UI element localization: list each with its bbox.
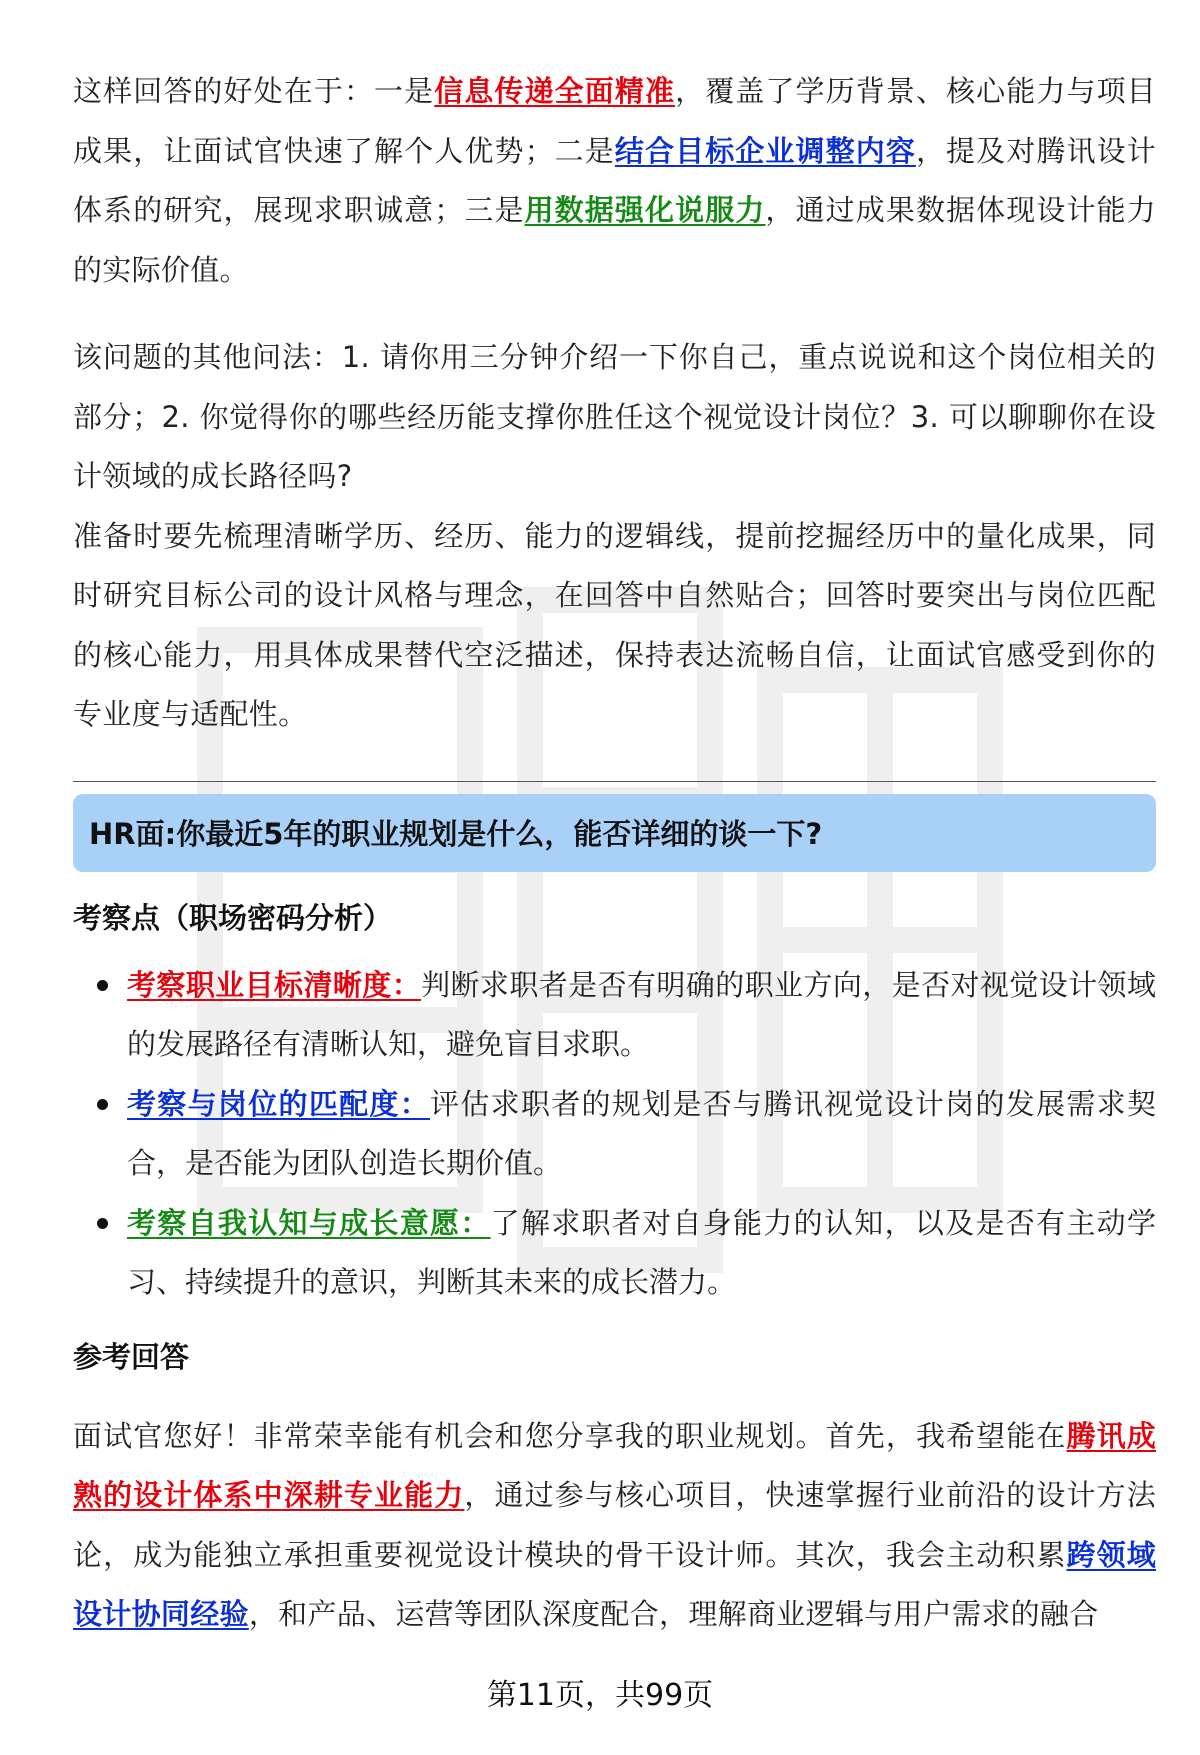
question-title: HR面:你最近5年的职业规划是什么，能否详细的谈一下? [89, 817, 823, 851]
analysis-point [73, 1194, 1156, 1313]
summary-highlight-green: 用数据强化说服力 [524, 193, 766, 227]
answer-text: ，通过参与核心项目，快速掌握行业前沿的设计方法论，成为能独立承担重要视觉设计模块的骨干设计师。其次，我会主动积累 [73, 1478, 1156, 1572]
bullet-icon [97, 980, 108, 991]
answer-highlight-red: 腾讯成熟的设计体系中深耕专业能力 [73, 1418, 1156, 1512]
analysis-point-text: 判断求职者是否有明确的职业方向，是否对视觉设计领域的发展路径有清晰认知，避免盲目求职。 [127, 967, 1156, 1061]
page-number: 第11页，共99页 [486, 1678, 714, 1713]
analysis-heading: 考察点（职场密码分析） [73, 900, 393, 935]
summary-text: ，覆盖了学历背景、核心能力与项目成果，让面试官快速了解个人优势；二是 [73, 74, 1156, 168]
analysis-point [73, 956, 1156, 1075]
document-page [73, 62, 1156, 1645]
alternative-questions-paragraph: 该问题的其他问法：1. 请你用三分钟介绍一下你自己，重点说说和这个岗位相关的部分；2. 你觉得你的哪些经历能支撑你胜任这个视觉设计岗位？3. 可以聊聊你在设计领域的成长路径吗? [73, 340, 1156, 493]
section-divider [73, 781, 1156, 782]
summary-text: ，提及对腾讯设计体系的研究，展现求职诚意；三是 [73, 133, 1156, 227]
analysis-point-text: 了解求职者对自身能力的认知，以及是否有主动学习、持续提升的意识，判断其未来的成长潜力。 [127, 1205, 1156, 1299]
reference-heading: 参考回答 [73, 1339, 190, 1374]
summary-highlight-red: 信息传递全面精准 [434, 74, 676, 108]
answer-text: ，和产品、运营等团队深度配合，理解商业逻辑与用户需求的融合 [248, 1597, 1099, 1631]
analysis-point-label: 考察职业目标清晰度： [127, 967, 422, 1002]
summary-paragraph [73, 62, 1156, 300]
analysis-point [73, 1075, 1156, 1194]
summary-highlight-blue: 结合目标企业调整内容 [614, 133, 916, 168]
analysis-point-label: 考察与岗位的匹配度： [127, 1086, 431, 1121]
analysis-point-text: 评估求职者的规划是否与腾讯视觉设计岗的发展需求契合，是否能为团队创造长期价值。 [127, 1086, 1156, 1180]
answer-text: 面试官您好！非常荣幸能有机会和您分享我的职业规划。首先，我希望能在 [73, 1418, 1067, 1453]
reference-answer-paragraph [73, 1407, 1156, 1645]
summary-text: ，通过成果数据体现设计能力的实际价值。 [73, 193, 1156, 287]
answer-highlight-blue: 跨领域设计协同经验 [73, 1537, 1156, 1631]
analysis-point-label: 考察自我认知与成长意愿： [127, 1205, 491, 1240]
question-box [73, 794, 1156, 872]
preparation-paragraph: 准备时要先梳理清晰学历、经历、能力的逻辑线，提前挖掘经历中的量化成果，同时研究目标公司的设计风格与理念，在回答中自然贴合；回答时要突出与岗位匹配的核心能力，用具体成果替代空泛描述，保持表达流畅自信，让面试官感受到你的专业度与适配性。 [73, 518, 1156, 731]
bullet-icon [97, 1099, 108, 1110]
summary-text: 这样回答的好处在于：一是 [73, 74, 435, 108]
analysis-list [73, 956, 1156, 1313]
bullet-icon [97, 1218, 108, 1229]
